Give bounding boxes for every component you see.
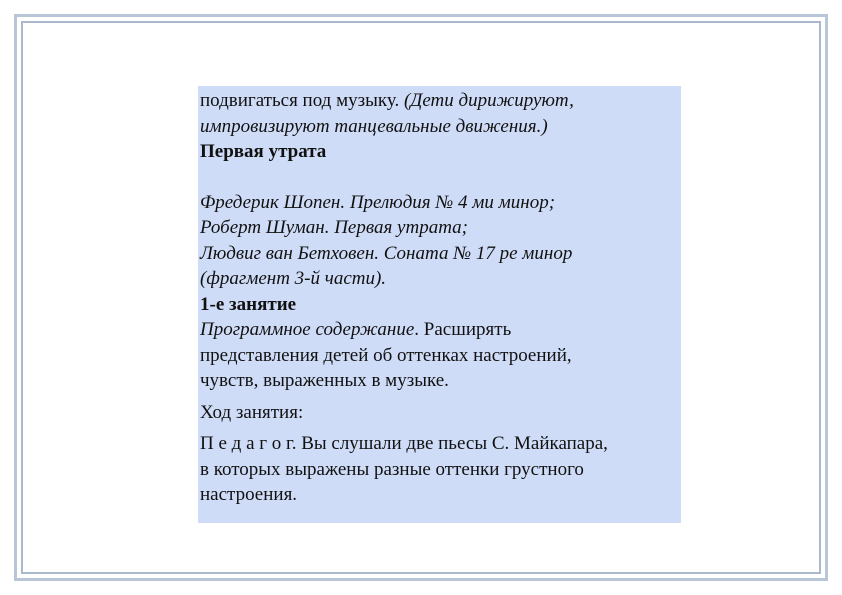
repertoire-item: Фредерик Шопен. Прелюдия № 4 ми минор; [200,191,556,213]
program-label: Программное содержание [200,319,415,340]
repertoire-item: Роберт Шуман. Первая утрата; [200,217,468,238]
program-line-2: представления детей об оттенках настроений, [200,344,572,366]
intro-italic-text: (Дети дирижируют, [403,90,574,111]
repertoire-item: (фрагмент 3-й части). [200,268,387,289]
blank-line [200,165,681,190]
teacher-line-1: П е д а г о г. Вы слушали две пьесы С. Майкапара, [200,433,608,454]
program-line-1 [200,317,681,343]
text-block [198,86,681,523]
lesson-title: 1-е занятие [200,293,297,315]
section-title: Первая утрата [200,141,327,162]
intro-line-2: импровизируют танцевальные движения.) [200,115,548,137]
teacher-line-2: в которых выражены разные оттенки грустного [200,458,584,480]
repertoire-item: Людвиг ван Бетховен. Соната № 17 ре минор [200,242,573,264]
teacher-line-3: настроения. [200,484,298,505]
program-line-3: чувств, выраженных в музыке. [200,370,449,391]
intro-plain-text: подвигаться под музыку. [200,90,404,111]
course-heading: Ход занятия: [200,401,304,423]
program-text: . Расширять [414,319,512,340]
intro-line-1 [200,88,681,114]
